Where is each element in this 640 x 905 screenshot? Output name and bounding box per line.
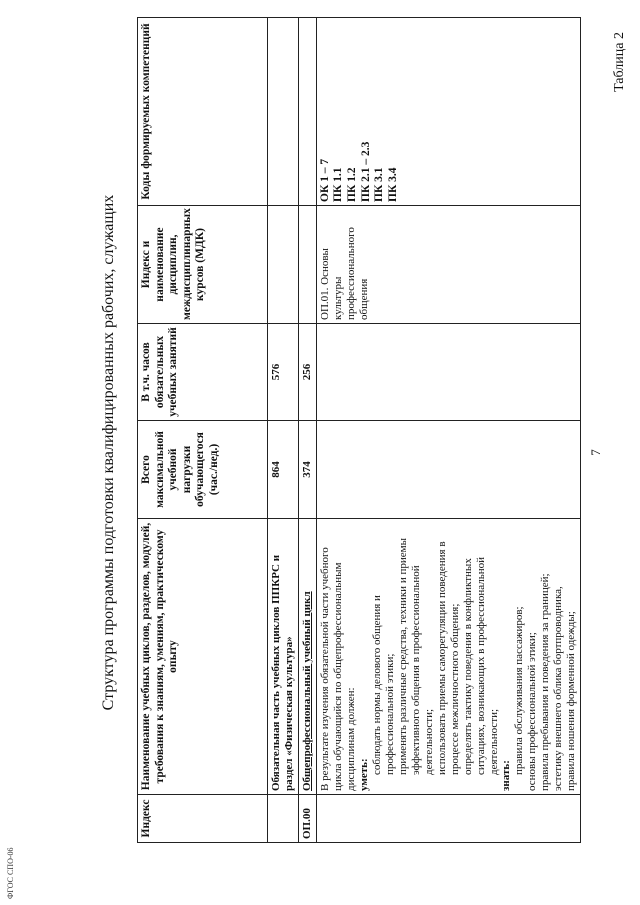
header-name: Наименование учебных циклов, разделов, модулей, требования к знаниям, умениям, практическому опыту <box>138 519 268 795</box>
cell-codes-empty <box>268 18 299 206</box>
competency-code: ПК 3.4 <box>386 167 399 202</box>
table-header-row <box>138 18 268 843</box>
table-caption: Таблица 2 <box>612 32 627 92</box>
footer-code: ФГОС СПО-06 <box>6 847 15 899</box>
umet-label: уметь: <box>357 758 370 791</box>
row-mandatory-name: Обязательная часть учебных циклов ППКРС и раздел «Физическая культура» <box>268 519 299 795</box>
competency-code: ПК 2.1 – 2.3 <box>359 141 372 202</box>
list-item: эстетику внешнего облика бортпроводника, <box>552 586 565 791</box>
cell-codes-empty <box>298 18 316 206</box>
competency-code: ПК 3.1 <box>373 167 386 202</box>
list-item: основы профессиональной этики; <box>526 632 539 791</box>
cell-index-empty <box>268 795 299 843</box>
cell-hours-empty <box>316 324 580 421</box>
list-item: использовать приемы саморегуляции поведения в процессе межличностного общения; <box>435 541 461 775</box>
list-item: применять различные средства, техники и приемы эффективного общения в профессиональной деятельности; <box>396 538 435 775</box>
row-detail-content <box>316 519 580 795</box>
table-row <box>316 18 580 843</box>
znat-label: знать: <box>500 760 513 791</box>
row-op-hours: 256 <box>298 324 316 421</box>
page-number: 7 <box>588 449 603 456</box>
header-index: Индекс <box>138 795 268 843</box>
list-item: правила обслуживания пассажиров; <box>513 606 526 775</box>
header-codes: Коды формируемых компетенций <box>138 18 268 206</box>
list-item: соблюдать нормы делового общения и профессиональной этики; <box>370 595 396 775</box>
header-total: Всего максимальной учебной нагрузки обучающегося (час./нед.) <box>138 421 268 519</box>
competency-code: ОК 1 – 7 <box>318 158 331 202</box>
cell-discipline-empty <box>268 206 299 324</box>
cell-discipline-empty <box>298 206 316 324</box>
row-op-index: ОП.00 <box>298 795 316 843</box>
competency-code: ПК 1.1 <box>332 167 345 202</box>
row-mandatory-hours: 576 <box>268 324 299 421</box>
header-discipline: Индекс и наименование дисциплин, междисциплинарных курсов (МДК) <box>138 206 268 324</box>
cell-index-empty <box>316 795 580 843</box>
competency-code: ПК 1.2 <box>346 167 359 202</box>
list-item: определять тактику поведения в конфликтных ситуациях, возникающих в профессиональной деятельности; <box>461 556 500 775</box>
list-item: правила ношения форменной одежды; <box>565 611 578 791</box>
structure-table <box>137 17 581 843</box>
competency-codes <box>316 18 580 206</box>
row-detail-discipline: ОП.01. Основы культуры профессионального общения <box>316 206 580 324</box>
row-op-name: Общепрофессиональный учебный цикл <box>298 519 316 795</box>
header-mandatory: В т.ч. часов обязательных учебных занятий <box>138 324 268 421</box>
detail-intro: В результате изучения обязательной части учебного цикла обучающийся по общепрофессиональным дисциплинам должен: <box>318 547 357 791</box>
list-item: правила пребывания и поведения за границей; <box>539 573 552 791</box>
row-mandatory-total: 864 <box>268 421 299 519</box>
table-row <box>298 18 316 843</box>
row-op-total: 374 <box>298 421 316 519</box>
document-heading: Структура программы подготовки квалифицированных рабочих, служащих <box>100 194 117 711</box>
table-row <box>268 18 299 843</box>
cell-total-empty <box>316 421 580 519</box>
